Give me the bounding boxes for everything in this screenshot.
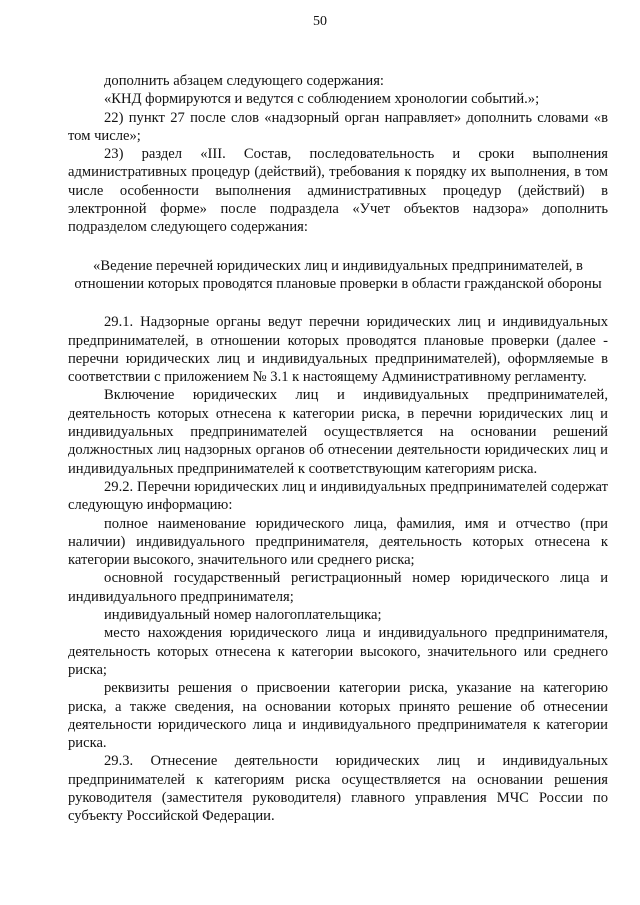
paragraph-29-1: 29.1. Надзорные органы ведут перечни юридических лиц и индивидуальных предпринимателей, в отношении которых проводятся плановые проверки (далее - перечни юридических лиц и индивидуальных предпринимателей), оформляемые в соответствии с приложением № 3.1 к настоящему Административному регламенту. [68,314,608,386]
paragraph-item-22: 22) пункт 27 после слов «надзорный орган направляет» дополнить словами «в том числе»; [68,109,608,144]
document-content [68,72,608,826]
section-title: «Ведение перечней юридических лиц и индивидуальных предпринимателей, в отношении которых проводятся плановые проверки в области гражданской обороны [74,257,602,292]
paragraph-inclusion: Включение юридических лиц и индивидуальных предпринимателей, деятельность которых отнесена к категории риска, в перечни юридических лиц и индивидуальных предпринимателей осуществляется на основании решений должностных лиц надзорных органов об отнесении деятельности юридических лиц и индивидуальных предпринимателей к соответствующим категориям риска. [68,387,608,477]
paragraph-item-23: 23) раздел «III. Состав, последовательность и сроки выполнения административных процедур (действий), требования к порядку их выполнения, в том числе особенности выполнения административных процедур (действий) в электронной форме» после подраздела «Учет объектов надзора» дополнить подразделом следующего содержания: [68,146,608,236]
list-item-full-name: полное наименование юридического лица, фамилия, имя и отчество (при наличии) индивидуального предпринимателя, деятельность которых отнесена к категории высокого, значительного или среднего риска; [68,515,608,569]
paragraph-29-3: 29.3. Отнесение деятельности юридических лиц и индивидуальных предпринимателей к категориям риска осуществляется на основании решения руководителя (заместителя руководителя) главного управления МЧС России по субъекту Российской Федерации. [68,753,608,825]
list-item-decision-details: реквизиты решения о присвоении категории риска, указание на категорию риска, а также сведения, на основании которых принято решение об отнесении деятельности юридического лица и индивидуального предпринимателя к категории риска. [68,680,608,752]
paragraph-intro-2: «КНД формируются и ведутся с соблюдением хронологии событий.»; [104,91,540,108]
paragraph-intro-1: дополнить абзацем следующего содержания: [104,73,384,89]
list-item-ogrn: основной государственный регистрационный номер юридического лица и индивидуального предпринимателя; [68,570,608,605]
paragraph-29-2: 29.2. Перечни юридических лиц и индивидуальных предпринимателей содержат следующую информацию: [68,478,608,514]
page-number: 50 [313,14,327,29]
list-item-location: место нахождения юридического лица и индивидуального предпринимателя, деятельность которых отнесена к категории высокого, значительного или среднего риска; [68,625,608,678]
list-item-inn: индивидуальный номер налогоплательщика; [104,607,382,624]
